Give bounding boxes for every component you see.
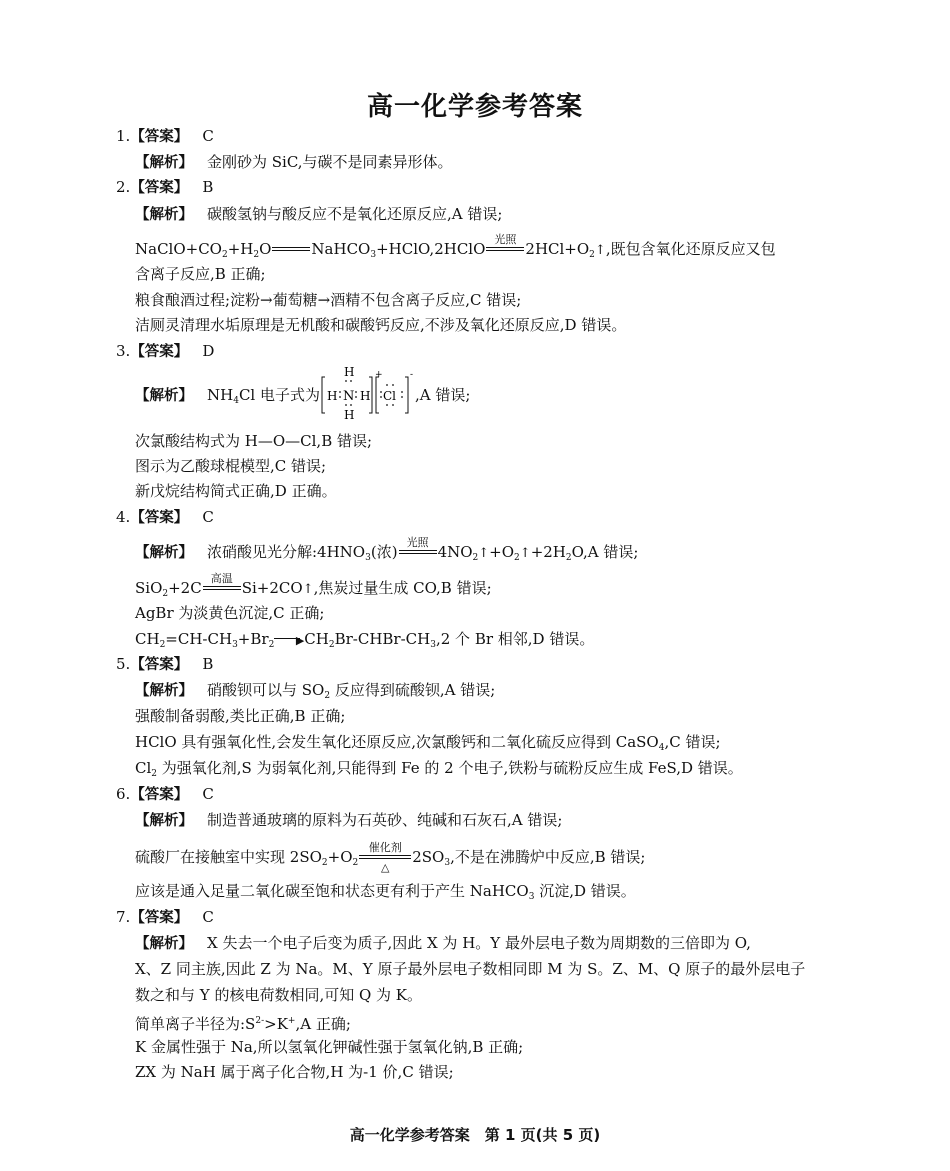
high-temp-condition: 高温 [203, 577, 241, 597]
q3-analysis: 【解析】 $NH_4Cl$ 电子式为 + - H H H H N Cl ,A 错误; [135, 385, 850, 411]
q3-answer-line: 3.【答案】 D [116, 342, 215, 360]
reaction-arrow-icon: ▶ [274, 628, 304, 648]
q2-analysis: 【解析】 碳酸氢钠与酸反应不是氧化还原反应,A 错误; [135, 205, 503, 223]
svg-text:+: + [375, 370, 383, 380]
q7-answer-line: 7.【答案】 C [116, 908, 214, 926]
q4-analysis: 【解析】 浓硝酸见光分解$:4HNO_3$(浓) 光照 $4NO_2↑+O_2↑+2H_2O,A$ 错误; [135, 536, 639, 563]
q1-analysis: 【解析】 金刚砂为 SiC,与碳不是同素异形体。 [135, 153, 453, 171]
catalyst-condition: 催化剂 △ [359, 846, 411, 866]
q7-analysis: 【解析】 X 失去一个电子后变为质子,因此 X 为 H。Y 最外层电子数为周期数的三倍即为 O, [135, 934, 751, 952]
analysis-label: 【解析】 [135, 155, 193, 171]
q1-answer-line [116, 126, 214, 147]
electron-formula [320, 365, 415, 422]
q1-answer: C [202, 127, 214, 145]
svg-text:H: H [327, 389, 338, 403]
svg-text:H: H [344, 408, 355, 422]
light-condition: 光照 [486, 238, 524, 258]
q2-equation: $NaClO+CO_2+H_2O$ NaHCO$_3$+HClO,2HClO 光照 $2HCl+O_2↑$,既包含氧化还原反应又包 [135, 233, 776, 260]
q4-answer-line: 4.【答案】 C [116, 508, 214, 526]
q6-analysis: 【解析】 制造普通玻璃的原料为石英砂、纯碱和石灰石,A 错误; [135, 811, 563, 829]
gas-arrow-icon: ↑ [594, 243, 606, 258]
svg-text:H: H [360, 389, 371, 403]
answer-page: 高一化学参考答案 1.【答案】 C 【解析】 金刚砂为 SiC,与碳不是同素异形体。 2.【答案】 B 【解析】 碳酸氢钠与酸反应不是氧化还原反应,A 错误; $NaClO+CO_2+H_2O$ NaHCO$_3$+HClO,2HClO 光照 $2HCl+O_2↑$,既包含氧化还原反应又包 含离子反应,B 正确; 粮食酿酒过程;淀粉→葡萄糖→酒精不包含离子反应,C 错误; 洁厕灵清理水垢原理是无机酸和碳酸钙反应,不涉及氧化还原反应,D 错误。 3.【答案】 D 【解析】 $NH_4Cl$ 电子式为 + - H H H H N Cl ,A 错误; 次氯酸结构式为 H—O—Cl,B 错误; 图示为乙酸球棍模型,C 错误; 新戊烷结构简式正确,D 正确。 4.【答案】 C 【解析】 浓硝酸见光分解$:4HNO_3$(浓) 光照 $4NO_2↑+O_2↑+2H_2O,A$ 错误; SiO$_2$+2C 高温 Si+2CO↑,焦炭过量生成 CO,B 错误; AgBr 为淡黄色沉淀,C 正确; $CH_2=CH-CH_3+Br_2$ ▶ $CH_2Br-CHBr-CH_3,2$ 个 Br 相邻,D 错误。 5.【答案】 B 【解析】 硝酸钡可以与 $SO_2$ 反应得到硫酸钡,A 错误; 强酸制备弱酸,类比正确,B 正确; HClO 具有强氧化性,会发生氧化还原反应,次氯酸钙和二氧化硫反应得到 CaSO$_4$,C 错误; $Cl_2$ 为强氧化剂,S 为弱氧化剂,只能得到 Fe 的 2 个电子,铁粉与硫粉反应生成 FeS,D 错误。 6.【答案】 C 【解析】 制造普通玻璃的原料为石英砂、纯碱和石灰石,A 错误; 硫酸厂在接触室中实现 $2SO_2+O_2$ 催化剂 △ $2SO_3$,不是在沸腾炉中反应,B 错误; 应该是通入足量二氧化碳至饱和状态更有利于产生 NaHCO$_3$ 沉淀,D 错误。 7.【答案】 C 【解析】 X 失去一个电子后变为质子,因此 X 为 H。Y 最外层电子数为周期数的三倍即为 O, X、Z 同主族,因此 Z 为 Na。M、Y 原子最外层电子数相同即 M 为 S。Z、M、Q 原子的最外层电子 数之和与 Y 的核电荷数相同,可知 Q 为 K。 简单离子半径为$:S^{2-}>K^+,A$ 正确; K 金属性强于 Na,所以氢氧化钾碱性强于氢氧化钠,B 正确; ZX 为 NaH 属于离子化合物,H 为-1 价,C 错误; 高一化学参考答案 第 1 页(共 5 页) [0, 0, 950, 1171]
page-footer: 高一化学参考答案 第 1 页(共 5 页) [349, 1126, 601, 1144]
svg-text:N: N [343, 389, 355, 404]
q5-analysis: 【解析】 硝酸钡可以与 $SO_2$ 反应得到硫酸钡,A 错误; [135, 681, 496, 701]
electron-formula-icon [320, 365, 415, 425]
svg-text:-: - [410, 370, 414, 380]
page-title: 高一化学参考答案 [366, 92, 583, 122]
q2-answer-line: 2.【答案】 B [116, 178, 214, 196]
answer-label: 【答案】 [130, 129, 189, 145]
q1-number: 1. [116, 127, 131, 145]
svg-text:H: H [344, 365, 355, 379]
equals-sign [272, 238, 310, 258]
q6-answer-line: 6.【答案】 C [116, 785, 214, 803]
q5-answer-line: 5.【答案】 B [116, 655, 214, 673]
svg-text:Cl: Cl [383, 389, 397, 403]
light-condition: 光照 [399, 541, 437, 561]
